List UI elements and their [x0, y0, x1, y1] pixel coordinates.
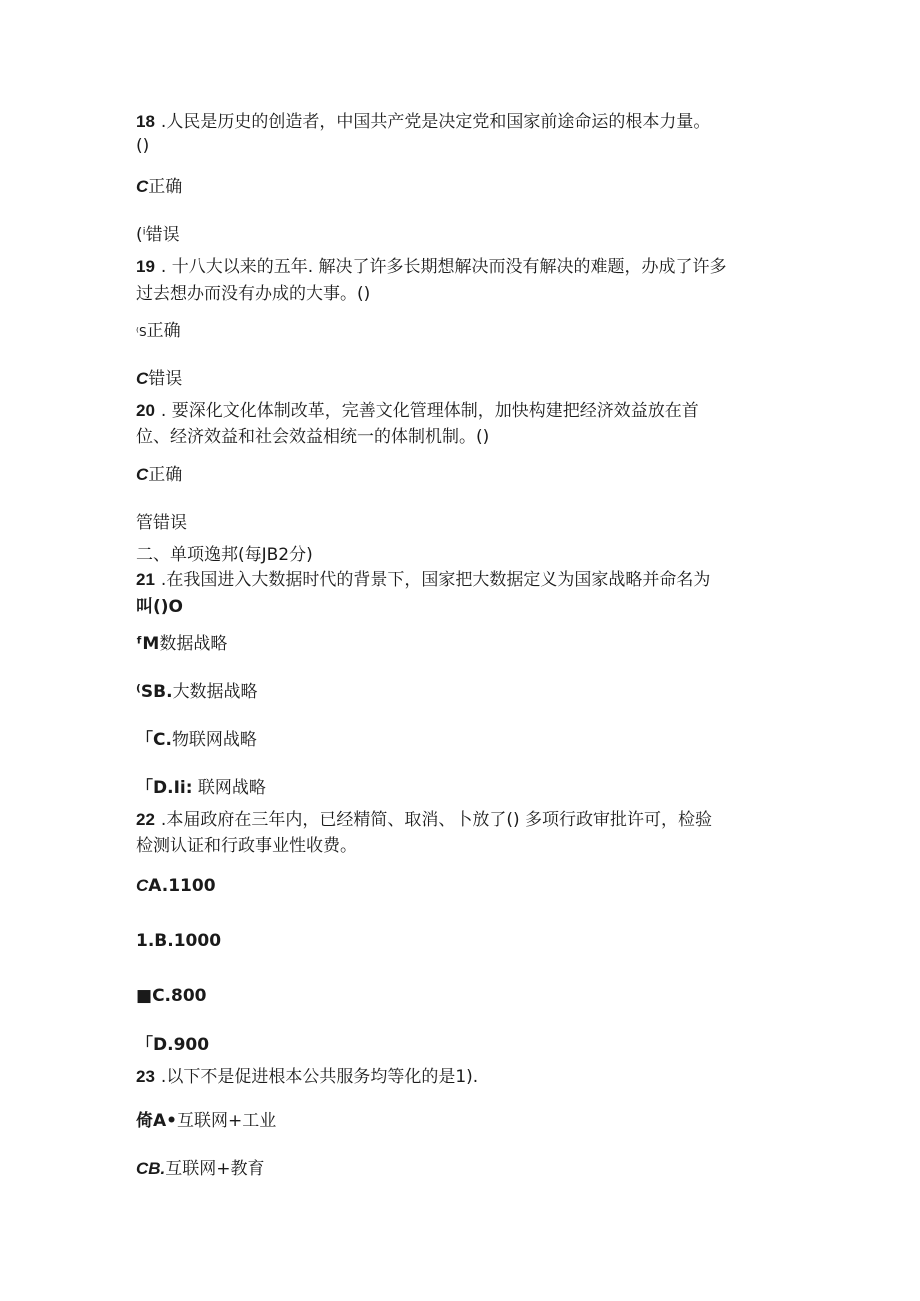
question-number: 22 — [136, 810, 155, 829]
question-number: 18 — [136, 112, 155, 131]
radio-mark[interactable]: 「C. — [136, 730, 172, 750]
radio-mark[interactable]: CB. — [136, 1159, 166, 1178]
option-wrong[interactable] — [136, 368, 182, 390]
option-label: 互联网+教育 — [165, 1159, 265, 1179]
radio-mark[interactable]: (ⁱ — [136, 225, 146, 245]
question-22-line2: 检测认证和行政事业性收费。 — [136, 836, 357, 856]
option-wrong[interactable] — [136, 512, 187, 534]
question-text: .本届政府在三年内，已经精简、取消、卜放了() 多项行政审批许可，检验 — [160, 810, 712, 830]
option-label: B.1000 — [154, 931, 222, 951]
option-label: C.800 — [152, 986, 207, 1006]
question-19-line1 — [136, 256, 727, 278]
question-23-line1 — [136, 1066, 478, 1088]
option-b[interactable] — [136, 1158, 265, 1180]
option-label: 错误 — [148, 369, 183, 389]
radio-mark[interactable]: ᶠM — [136, 634, 160, 654]
option-label: 大数据战略 — [172, 682, 258, 702]
option-b[interactable] — [136, 681, 258, 703]
option-label: 正确 — [146, 321, 181, 341]
question-text: .人民是历史的创造者，中国共产党是决定党和国家前途命运的根本力量。 — [160, 112, 711, 132]
radio-mark[interactable]: ⁽SB. — [136, 682, 173, 702]
option-label: 联网战略 — [192, 778, 266, 798]
question-18-line1 — [136, 111, 710, 133]
option-c[interactable] — [136, 985, 206, 1007]
question-21-line1 — [136, 569, 710, 591]
question-number: 21 — [136, 570, 155, 589]
radio-mark[interactable]: C — [136, 876, 149, 895]
question-text: .在我国进入大数据时代的背景下，国家把大数据定义为国家战略并命名为 — [160, 570, 711, 590]
option-correct[interactable] — [136, 464, 182, 486]
option-c[interactable] — [136, 729, 257, 751]
question-18-line2: () — [136, 136, 150, 156]
option-label: 物联网战略 — [171, 730, 257, 750]
option-a[interactable] — [136, 633, 227, 655]
question-19-line2: 过去想办而没有办成的大事。() — [136, 284, 371, 304]
option-label: 正确 — [148, 465, 183, 485]
option-label: 错误 — [145, 225, 180, 245]
option-label: D.900 — [153, 1035, 210, 1055]
radio-mark[interactable]: ■ — [136, 986, 153, 1006]
option-label: A.1100 — [148, 876, 216, 896]
option-correct[interactable] — [136, 176, 182, 198]
question-text: . 要深化文化体制改革，完善文化管理体制，加快构建把经济效益放在首 — [160, 401, 699, 421]
radio-mark[interactable]: 管 — [136, 513, 153, 533]
question-21-line2: 叫()O — [136, 597, 183, 617]
radio-mark[interactable]: C — [136, 369, 149, 388]
option-a[interactable] — [136, 1110, 276, 1132]
question-20-line1 — [136, 400, 699, 422]
question-number: 20 — [136, 401, 155, 420]
question-number: 23 — [136, 1067, 155, 1086]
question-20-line2: 位、经济效益和社会效益相统一的体制机制。() — [136, 427, 490, 447]
radio-mark[interactable]: 「 — [136, 1035, 153, 1055]
option-b[interactable] — [136, 930, 221, 952]
option-label: 正确 — [148, 177, 183, 197]
section-heading: 二、单项逸邦(每JB2分) — [136, 545, 313, 565]
option-wrong[interactable] — [136, 224, 180, 246]
radio-mark[interactable]: 1. — [136, 931, 155, 951]
option-d[interactable] — [136, 1034, 209, 1056]
question-text: . 十八大以来的五年. 解决了许多长期想解决而没有解决的难题，办成了许多 — [160, 257, 727, 277]
radio-mark[interactable]: C — [136, 177, 149, 196]
radio-mark[interactable]: ⁽S — [136, 325, 147, 339]
option-label: 互联网+工业 — [177, 1111, 277, 1131]
option-label: 数据战略 — [159, 634, 228, 654]
radio-mark[interactable]: C — [136, 465, 149, 484]
question-number: 19 — [136, 257, 155, 276]
question-22-line1 — [136, 809, 712, 831]
option-a[interactable] — [136, 875, 216, 897]
option-label: 错误 — [153, 513, 187, 533]
option-correct[interactable] — [136, 320, 181, 343]
option-d[interactable] — [136, 777, 266, 799]
radio-mark[interactable]: 「D.Ii: — [136, 778, 193, 798]
question-text: .以下不是促进根本公共服务均等化的是1). — [160, 1067, 479, 1087]
radio-mark[interactable]: 倚A• — [136, 1111, 178, 1131]
